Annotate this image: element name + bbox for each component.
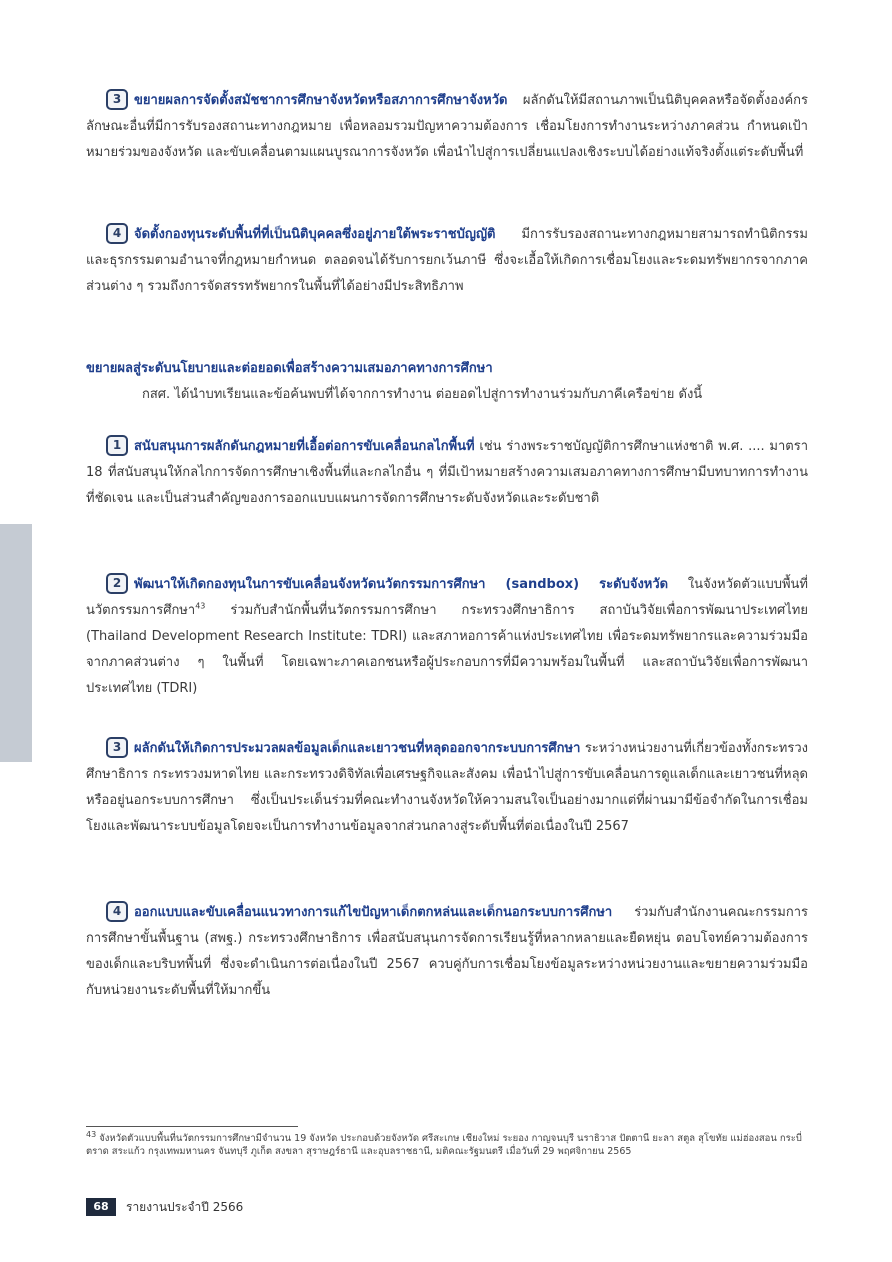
item-number-badge: 3 [106,89,128,110]
footnote-reference[interactable]: 43 [195,601,206,611]
top-item-4 [86,222,808,300]
item-number-badge: 4 [106,223,128,244]
item-body: ร่วมกับสำนักงานคณะกรรมการการศึกษาขั้นพื้นฐาน (สพฐ.) กระทรวงศึกษาธิการ เพื่อสนับสนุนการจัดการเรียนรู้ที่หลากหลายและยืดหยุ่น ตอบโจทย์ความต้องการของเด็กและบริบทพื้นที่ ซึ่งจะดำเนินการต่อเนื่องในปี 2567 ควบคู่กับการเชื่อมโยงข้อมูลระหว่างหน่วยงานและขยายความร่วมมือกับหน่วยงานระดับพื้นที่ให้มากขึ้น [86,905,808,998]
footnote-text: จังหวัดตัวแบบพื้นที่นวัตกรรมการศึกษามีจำนวน 19 จังหวัด ประกอบด้วยจังหวัด ศรีสะเกษ เชียงใหม่ ระยอง กาญจนบุรี นราธิวาส ปัตตานี ยะลา สตูล สุโขทัย แม่ฮ่องสอน กระบี่ ตราด สระแก้ว กรุงเทพมหานคร จันทบุรี ภูเก็ต สงขลา สุราษฎร์ธานี และอุบลราชธานี, มติคณะรัฐมนตรี เมื่อวันที่ 29 พฤศจิกายน 2565 [86,1133,802,1157]
policy-item-2 [86,572,808,702]
item-body: ระหว่างหน่วยงานที่เกี่ยวข้องทั้งกระทรวงศึกษาธิการ กระทรวงมหาดไทย และกระทรวงดิจิทัลเพื่อเศรษฐกิจและสังคม เพื่อนำไปสู่การขับเคลื่อนการดูแลเด็กและเยาวชนที่หลุดหรืออยู่นอกระบบการศึกษา ซึ่งเป็นประเด็นร่วมที่คณะทำงานจังหวัดให้ความสนใจเป็นอย่างมากแต่ที่ผ่านมามีข้อจำกัดในการเชื่อมโยงและพัฒนาระบบข้อมูลโดยจะเป็นการทำงานข้อมูลจากส่วนกลางสู่ระดับพื้นที่ต่อเนื่องในปี 2567 [86,741,808,834]
section-heading: ขยายผลสู่ระดับนโยบายและต่อยอดเพื่อสร้างความเสมอภาคทางการศึกษา [86,361,493,376]
policy-item-1 [86,434,808,512]
page-number-badge: 68 [86,1198,116,1216]
footnote-divider [86,1126,298,1127]
report-title: รายงานประจำปี 2566 [126,1200,244,1214]
item-body: ผลักดันให้มีสถานภาพเป็นนิติบุคคลหรือจัดตั้งองค์กรลักษณะอื่นที่มีการรับรองสถานะทางกฎหมาย เพื่อหลอมรวมปัญหาความต้องการ เชื่อมโยงการทำงานระหว่างภาคส่วน กำหนดเป้าหมายร่วมของจังหวัด และขับเคลื่อนตามแผนบูรณาการจังหวัด เพื่อนำไปสู่การเปลี่ยนแปลงเชิงระบบได้อย่างแท้จริงตั้งแต่ระดับพื้นที่ [86,93,808,160]
item-heading: สนับสนุนการผลักดันกฎหมายที่เอื้อต่อการขับเคลื่อนกลไกพื้นที่ [134,439,475,454]
policy-item-3 [86,736,808,840]
item-body: เช่น ร่างพระราชบัญญัติการศึกษาแห่งชาติ พ.ศ. .... มาตรา 18 ที่สนับสนุนให้กลไกการจัดการศึกษาเชิงพื้นที่และกลไกอื่น ๆ ที่มีเป้าหมายสร้างความเสมอภาคทางการศึกษามีบทบาทการทำงานที่ชัดเจน และเป็นส่วนสำคัญของการออกแบบแผนการจัดการศึกษาระดับจังหวัดและระดับชาติ [86,439,808,506]
policy-item-4 [86,900,808,1004]
item-number-badge: 3 [106,737,128,758]
item-heading: พัฒนาให้เกิดกองทุนในการขับเคลื่อนจังหวัดนวัตกรรมการศึกษา (sandbox) ระดับจังหวัด [134,577,669,592]
item-body: มีการรับรองสถานะทางกฎหมายสามารถทำนิติกรรมและธุรกรรมตามอำนาจที่กฎหมายกำหนด ตลอดจนได้รับการยกเว้นภาษี ซึ่งจะเอื้อให้เกิดการเชื่อมโยงและระดมทรัพยากรจากภาคส่วนต่าง ๆ รวมถึงการจัดสรรทรัพยากรในพื้นที่ได้อย่างมีประสิทธิภาพ [86,227,808,294]
section-intro: กสศ. ได้นำบทเรียนและข้อค้นพบที่ได้จากการทำงาน ต่อยอดไปสู่การทำงานร่วมกับภาคีเครือข่าย ดังนี้ [142,387,703,402]
item-body: ในจังหวัดตัวแบบพื้นที่นวัตกรรมการศึกษา [86,577,808,618]
item-heading: ออกแบบและขับเคลื่อนแนวทางการแก้ไขปัญหาเด็กตกหล่นและเด็กนอกระบบการศึกษา [134,905,613,920]
footnote-marker: 43 [86,1129,97,1139]
item-heading: จัดตั้งกองทุนระดับพื้นที่ที่เป็นนิติบุคคลซึ่งอยู่ภายใต้พระราชบัญญัติ [134,227,496,242]
item-number-badge: 1 [106,435,128,456]
item-number-badge: 4 [106,901,128,922]
item-number-badge: 2 [106,573,128,594]
side-tab-marker [0,524,32,762]
item-body-continued: ร่วมกับสำนักพื้นที่นวัตกรรมการศึกษา กระทรวงศึกษาธิการ สถาบันวิจัยเพื่อการพัฒนาประเทศไทย (Thailand Development Research Institute: TDRI) และสภาหอการค้าแห่งประเทศไทย เพื่อระดมทรัพยากรและความร่วมมือจากภาคส่วนต่าง ๆ ในพื้นที่ โดยเฉพาะภาคเอกชนหรือผู้ประกอบการที่มีความพร้อมในพื้นที่ และสถาบันวิจัยเพื่อการพัฒนาประเทศไทย (TDRI) [86,603,808,696]
top-item-3 [86,88,808,166]
footnote [86,1129,808,1158]
item-heading: ผลักดันให้เกิดการประมวลผลข้อมูลเด็กและเยาวชนที่หลุดออกจากระบบการศึกษา [134,741,581,756]
item-heading: ขยายผลการจัดตั้งสมัชชาการศึกษาจังหวัดหรือสภาการศึกษาจังหวัด [134,93,508,108]
